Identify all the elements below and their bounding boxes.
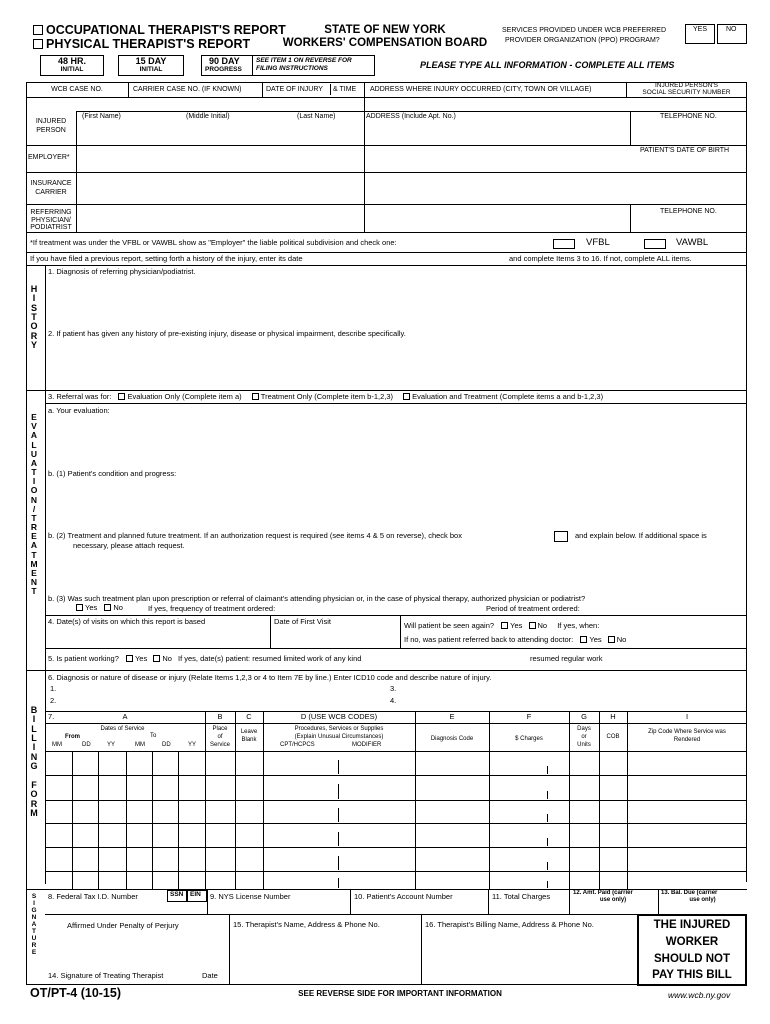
cpt-label: CPT/HCPCS xyxy=(280,742,315,748)
referring-name-field[interactable] xyxy=(77,205,363,231)
place-label-1: Place xyxy=(212,726,228,732)
history-side-label: H I S T O R Y xyxy=(30,284,38,351)
cob-label: COB xyxy=(606,734,620,740)
treat-only-checkbox[interactable] xyxy=(252,393,259,400)
referred-yes-checkbox[interactable] xyxy=(580,636,587,643)
ppo-yes-box[interactable]: YES xyxy=(685,24,715,44)
injury-address-label: ADDRESS WHERE INJURY OCCURRED (CITY, TOWN OR VILLAGE) xyxy=(370,86,592,93)
billing-name-field[interactable] xyxy=(423,932,633,982)
b3-yes-option[interactable]: Yes xyxy=(76,603,97,612)
seen-yes-option[interactable]: Yes xyxy=(501,621,522,630)
ein-box[interactable]: EIN xyxy=(187,890,207,902)
item15-label: 15. Therapist's Name, Address & Phone No. xyxy=(233,920,380,929)
place-label-3: Service xyxy=(209,742,230,748)
place-label-2: of xyxy=(217,734,223,740)
form-number: OT/PT-4 (10-15) xyxy=(30,986,121,1000)
item2-label: 2. If patient has given any history of pre-existing injury, disease or physical impairment, describe specifically. xyxy=(48,329,406,338)
referring-telephone-field[interactable] xyxy=(631,217,746,231)
item9-label: 9. NYS License Number xyxy=(210,892,291,901)
wcb-case-label: WCB CASE NO. xyxy=(51,86,103,93)
item7-label: 7. xyxy=(48,712,55,721)
reverse-side-note: SEE REVERSE SIDE FOR IMPORTANT INFORMATION xyxy=(298,989,502,998)
item3b3-label: b. (3) Was such treatment plan upon prescription or referral of claimant's attending physician or, in the case of physical therapy, authorized physician or podiatrist? xyxy=(48,594,586,603)
proc-label-2: (Explain Unusual Circumstances) xyxy=(294,734,384,740)
referring-telephone-label: TELEPHONE NO. xyxy=(660,208,717,215)
evaluation-side-label: E V A L U A T I O N / T R E A T M E N T xyxy=(30,412,38,597)
report-48hr[interactable]: 48 HR. INITIAL xyxy=(40,55,104,76)
to-label: To xyxy=(150,733,157,739)
insurance-label-2: CARRIER xyxy=(35,189,67,196)
to-dd-label: DD xyxy=(162,742,171,748)
referred-no-checkbox[interactable] xyxy=(608,636,615,643)
diag-line-4: 4. xyxy=(390,696,397,705)
evaluation-field[interactable] xyxy=(47,418,745,466)
condition-progress-label: b. (1) Patient's condition and progress: xyxy=(48,469,177,478)
from-dd-label: DD xyxy=(82,742,91,748)
col-d: D (USE WCB CODES) xyxy=(300,712,378,721)
diag-line-3: 3. xyxy=(390,684,397,693)
title-ot[interactable]: OCCUPATIONAL THERAPIST'S REPORT xyxy=(33,24,286,37)
visit-dates-field[interactable] xyxy=(47,629,269,647)
injured-telephone-field[interactable] xyxy=(631,122,746,144)
from-label: From xyxy=(65,734,80,740)
to-yy-label: YY xyxy=(188,742,197,748)
state-title: STATE OF NEW YORK xyxy=(324,24,446,36)
ssn-box[interactable]: SSN xyxy=(167,890,187,902)
pt-checkbox[interactable] xyxy=(33,39,43,49)
diagnosis-referring-field[interactable] xyxy=(47,280,745,326)
days-label-3: Units xyxy=(577,742,591,748)
col-a: A xyxy=(122,712,128,721)
diagnosis-code-label: Diagnosis Code xyxy=(430,736,474,742)
billing-lines-table[interactable] xyxy=(46,752,746,888)
date-label: Date xyxy=(202,971,218,980)
modifier-label: MODIFIER xyxy=(352,742,382,748)
injured-address-field[interactable] xyxy=(365,122,629,144)
complete-items-note: and complete Items 3 to 16. If not, complete ALL items. xyxy=(509,254,692,263)
injured-name-field[interactable] xyxy=(77,122,363,144)
ppo-no-box[interactable]: NO xyxy=(717,24,747,44)
first-visit-field[interactable] xyxy=(272,629,399,647)
diagnosis-3-field[interactable] xyxy=(398,683,743,693)
proc-label-1: Procedures, Services or Supplies xyxy=(294,726,384,732)
leave-label-2: Blank xyxy=(241,737,257,743)
insurance-field[interactable] xyxy=(77,173,363,203)
b3-yes-no xyxy=(76,604,123,612)
vawbl-label: VAWBL xyxy=(676,237,709,248)
vfbl-note: *If treatment was under the VFBL or VAWBL show as "Employer" the liable political subdivision and check one: xyxy=(30,238,397,247)
insurance-address-field[interactable] xyxy=(365,173,746,203)
eval-treat-option[interactable]: Evaluation and Treatment (Complete items a and b-1,2,3) xyxy=(403,392,603,401)
board-title: WORKERS' COMPENSATION BOARD xyxy=(282,37,488,49)
employer-label: EMPLOYER* xyxy=(28,154,70,161)
b3-no-checkbox[interactable] xyxy=(104,604,111,611)
ppo-question-1: SERVICES PROVIDED UNDER WCB PREFERRED xyxy=(502,27,667,34)
days-label-1: Days xyxy=(577,726,591,732)
days-label-2: or xyxy=(581,734,587,740)
item13-label-2: use only) xyxy=(689,897,716,903)
divider xyxy=(252,56,253,75)
report-15day[interactable]: 15 DAY INITIAL xyxy=(118,55,184,76)
middle-initial-label: (Middle Initial) xyxy=(186,113,230,120)
diag-line-2: 2. xyxy=(50,696,57,705)
your-evaluation-label: a. Your evaluation: xyxy=(48,406,110,415)
col-e: E xyxy=(449,712,455,721)
title-pt[interactable]: PHYSICAL THERAPIST'S REPORT xyxy=(33,38,250,51)
please-type-notice: PLEASE TYPE ALL INFORMATION - COMPLETE ALL ITEMS xyxy=(420,60,675,70)
leave-label-1: Leave xyxy=(240,729,258,735)
injured-worker-notice: THE INJURED WORKER SHOULD NOT PAY THIS BILL xyxy=(637,914,747,986)
referring-label-2: PHYSICIAN/ xyxy=(31,217,71,224)
col-h: H xyxy=(610,712,616,721)
item12-label-2: use only) xyxy=(599,897,627,903)
ppo-question-2: PROVIDER ORGANIZATION (PPO) PROGRAM? xyxy=(505,37,660,44)
frequency-label: If yes, frequency of treatment ordered: xyxy=(148,604,276,613)
working-no-checkbox[interactable] xyxy=(153,655,160,662)
previous-report-note: If you have filed a previous report, setting forth a history of the injury, enter its date xyxy=(30,254,303,263)
first-name-label: (First Name) xyxy=(82,113,121,120)
treatment-plan-label-2: and explain below. If additional space is xyxy=(575,531,707,540)
tax-license-fields[interactable] xyxy=(46,903,746,913)
vawbl-checkbox[interactable] xyxy=(644,239,666,249)
referring-address-field[interactable] xyxy=(365,205,629,231)
b3-no-option[interactable]: No xyxy=(104,603,123,612)
referred-no-option[interactable]: No xyxy=(608,635,627,644)
pre-existing-history-field[interactable] xyxy=(47,342,745,388)
treatment-plan-label-3: necessary, please attach request. xyxy=(73,541,185,550)
col-c: C xyxy=(246,712,252,721)
zip-label-2: Rendered xyxy=(673,737,701,743)
ot-checkbox[interactable] xyxy=(33,25,43,35)
charges-label: $ Charges xyxy=(515,736,543,742)
item5: 5. Is patient working? Yes No If yes, date(s) patient: resumed limited work of any kind xyxy=(48,654,362,663)
working-yes-checkbox[interactable] xyxy=(126,655,133,662)
date-of-injury-label: DATE OF INJURY xyxy=(266,86,323,93)
b3-yes-checkbox[interactable] xyxy=(76,604,83,611)
seen-again: Will patient be seen again? Yes No If yes, when: xyxy=(404,621,600,630)
item4-label: 4. Date(s) of visits on which this report is based xyxy=(48,617,206,626)
injured-label-2: PERSON xyxy=(36,127,66,134)
resumed-regular-label: resumed regular work xyxy=(530,654,603,663)
working-yes-option[interactable]: Yes xyxy=(126,654,147,663)
item10-label: 10. Patient's Account Number xyxy=(354,892,453,901)
item13-label-1: 13. Bal. Due (carrier xyxy=(661,890,718,896)
referred-back: If no, was patient referred back to attending doctor: Yes No xyxy=(404,635,627,644)
seen-no-option[interactable]: No xyxy=(529,621,548,630)
insurance-label-1: INSURANCE xyxy=(30,180,72,187)
vfbl-label: VFBL xyxy=(586,237,610,248)
ssn-label-2: SOCIAL SECURITY NUMBER xyxy=(642,89,731,96)
employer-field[interactable] xyxy=(77,146,363,171)
item14-label: 14. Signature of Treating Therapist xyxy=(48,971,164,980)
affirmed-label: Affirmed Under Penalty of Perjury xyxy=(67,921,179,930)
previous-report-date-field[interactable] xyxy=(362,253,507,264)
eval-only-checkbox[interactable] xyxy=(118,393,125,400)
telephone-label: TELEPHONE NO. xyxy=(660,113,717,120)
billing-side-label: B I L L I N G F O R M xyxy=(30,705,38,818)
treatment-plan-label: b. (2) Treatment and planned future treatment. If an authorization request is required (see items 4 & 5 on reverse), check box xyxy=(48,531,462,540)
item1-label: 1. Diagnosis of referring physician/podiatrist. xyxy=(48,267,196,276)
col-i: I xyxy=(685,712,689,721)
seen-yes-checkbox[interactable] xyxy=(501,622,508,629)
item16-label: 16. Therapist's Billing Name, Address & Phone No. xyxy=(425,920,594,929)
diagnosis-4-field[interactable] xyxy=(398,695,743,705)
last-name-label: (Last Name) xyxy=(297,113,336,120)
referring-label-1: REFERRING xyxy=(30,209,72,216)
referred-yes-option[interactable]: Yes xyxy=(580,635,601,644)
time-label: & TIME xyxy=(333,86,357,93)
item12-label-1: 12. Amt. Paid (carrier xyxy=(573,890,633,896)
diagnosis-1-field[interactable] xyxy=(58,683,378,693)
from-mm-label: MM xyxy=(52,742,62,748)
period-label: Period of treatment ordered: xyxy=(486,604,580,613)
ssn-label-1: INJURED PERSON'S xyxy=(654,82,718,89)
referring-label-3: PODIATRIST xyxy=(30,224,72,231)
signature-side-label: S I G N A T U R E xyxy=(31,893,37,957)
diagnosis-2-field[interactable] xyxy=(58,695,378,705)
treat-only-option[interactable]: Treatment Only (Complete item b-1,2,3) xyxy=(252,392,393,401)
therapist-name-field[interactable] xyxy=(231,932,420,982)
report-90day[interactable]: 90 DAY PROGRESS SEE ITEM 1 ON REVERSE FOR FILING INSTRUCTIONS xyxy=(201,55,375,76)
employer-address-field[interactable] xyxy=(365,146,746,171)
seen-no-checkbox[interactable] xyxy=(529,622,536,629)
to-mm-label: MM xyxy=(135,742,145,748)
condition-progress-field[interactable] xyxy=(47,481,745,529)
item3: 3. Referral was for: Evaluation Only (Complete item a) Treatment Only (Complete item b-1,2,3) Evaluation and Treatment (Complete items a and b-1,2,3) xyxy=(48,392,604,401)
eval-treat-checkbox[interactable] xyxy=(403,393,410,400)
item8-label: 8. Federal Tax I.D. Number xyxy=(48,892,138,901)
working-no-option[interactable]: No xyxy=(153,654,172,663)
from-yy-label: YY xyxy=(107,742,116,748)
dates-of-service-label: Dates of Service xyxy=(100,726,145,732)
first-visit-label: Date of First Visit xyxy=(274,617,331,626)
treatment-plan-field[interactable] xyxy=(47,553,745,591)
authorization-checkbox[interactable] xyxy=(554,531,568,542)
eval-only-option[interactable]: Evaluation Only (Complete item a) xyxy=(118,392,241,401)
diag-line-1: 1. xyxy=(50,684,57,693)
col-g: G xyxy=(581,712,587,721)
signature-field[interactable] xyxy=(46,933,228,970)
item6-label: 6. Diagnosis or nature of disease or injury (Relate Items 1,2,3 or 4 to Item 7E by line.) Enter ICD10 code and describe nature of injury. xyxy=(48,673,492,682)
dob-label: PATIENT'S DATE OF BIRTH xyxy=(640,147,730,154)
carrier-case-label: CARRIER CASE NO. (IF KNOWN) xyxy=(133,86,242,93)
col-f: F xyxy=(526,712,532,721)
vfbl-checkbox[interactable] xyxy=(553,239,575,249)
website-link[interactable]: www.wcb.ny.gov xyxy=(668,990,731,1000)
injured-label-1: INJURED xyxy=(35,118,67,125)
col-b: B xyxy=(217,712,223,721)
item11-label: 11. Total Charges xyxy=(492,892,551,901)
zip-label-1: Zip Code Where Service was xyxy=(648,729,726,735)
address-label: ADDRESS (Include Apt. No.) xyxy=(366,113,456,120)
